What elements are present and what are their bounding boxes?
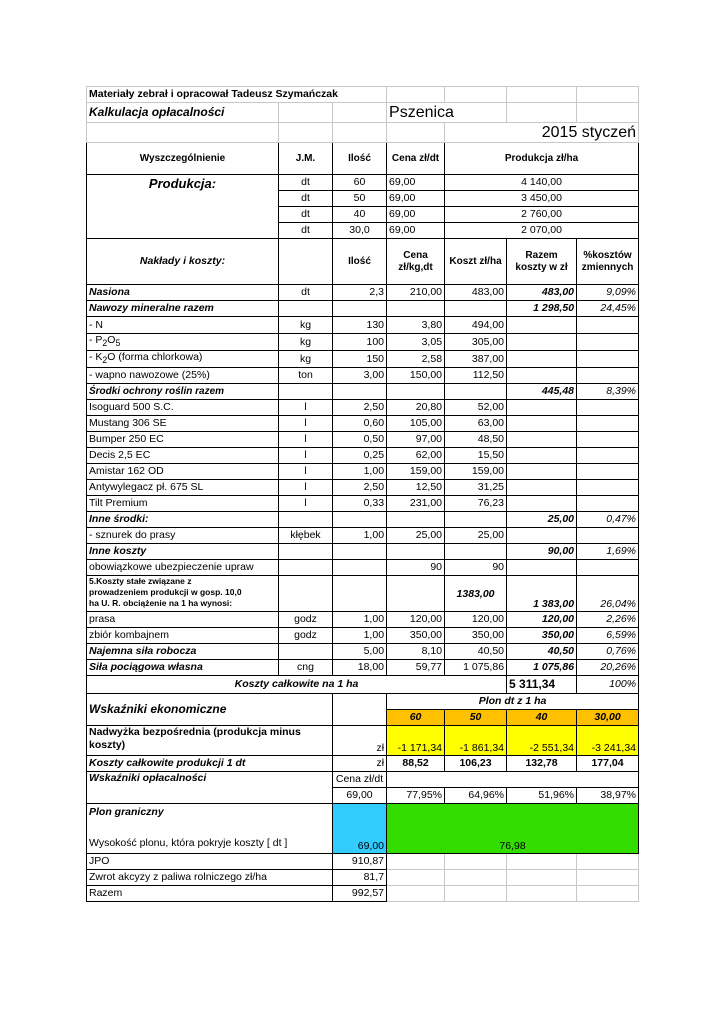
cost-row-name: Nawozy mineralne razem [87, 301, 279, 317]
cost-row-jm: kg [279, 351, 333, 368]
cost-row-cena: 105,00 [387, 416, 445, 432]
cost-row-ilosc: 5,00 [333, 644, 387, 660]
cost-row-koszt: 387,00 [445, 351, 507, 368]
cost-row-jm: l [279, 464, 333, 480]
cost-row-razem: 1 075,86 [507, 660, 577, 676]
cost-row-cena: 90 [387, 560, 445, 576]
cost-row-jm: godz [279, 612, 333, 628]
cost-row-cena: 350,00 [387, 628, 445, 644]
cost-row-ilosc: 18,00 [333, 660, 387, 676]
cost-row-koszt: 1 075,86 [445, 660, 507, 676]
cost-row-cena: 210,00 [387, 285, 445, 301]
break-even-label [87, 804, 333, 854]
cost-row-jm: l [279, 448, 333, 464]
col-header-jm: J.M. [279, 143, 333, 175]
cost-row-koszt: 31,25 [445, 480, 507, 496]
cost-row-name: - wapno nawozowe (25%) [87, 368, 279, 384]
cost-row-name-part: - P [89, 334, 103, 346]
cost-row-koszt: 494,00 [445, 317, 507, 334]
unit-cost-value: 177,04 [577, 756, 639, 772]
yield-30: 30,00 [577, 710, 639, 726]
cost-row-procent: 0,76% [577, 644, 639, 660]
cost-row-procent: 24,45% [577, 301, 639, 317]
production-cena: 69,00 [387, 191, 445, 207]
footer-label: Zwrot akcyzy z paliwa rolniczego zł/ha [87, 870, 333, 886]
cost-row-ilosc: 0,60 [333, 416, 387, 432]
price-value: 69,00 [333, 788, 387, 804]
total-costs-value: 5 311,34 [507, 676, 577, 694]
cost-row-jm: kg [279, 317, 333, 334]
cost-row-cena: 231,00 [387, 496, 445, 512]
production-value: 4 140,00 [445, 175, 639, 191]
break-even-title: Plon graniczny [89, 806, 164, 819]
production-ilosc: 50 [333, 191, 387, 207]
yield-60: 60 [387, 710, 445, 726]
cost-row-jm: l [279, 416, 333, 432]
cost-row-jm: cng [279, 660, 333, 676]
cost-row-razem: 1 383,00 [507, 576, 577, 612]
yield-header: Plon dt z 1 ha [387, 694, 639, 710]
cost-row-name [87, 351, 279, 368]
cost-row-name-part: O [107, 334, 116, 346]
unit-cost-jm: zł [333, 756, 387, 772]
cost-row-name: - sznurek do prasy [87, 528, 279, 544]
cost-row-jm: godz [279, 628, 333, 644]
cost-row-procent: 8,39% [577, 384, 639, 400]
gross-margin-line: koszty) [89, 739, 126, 752]
cost-row-procent: 0,47% [577, 512, 639, 528]
gross-margin-value: -1 171,34 [387, 726, 445, 756]
pesticide-name: Mustang 306 SE [87, 416, 279, 432]
cost-row-ilosc: 2,50 [333, 400, 387, 416]
pesticide-name: Decis 2,5 EC [87, 448, 279, 464]
production-value: 3 450,00 [445, 191, 639, 207]
cost-row-procent: 6,59% [577, 628, 639, 644]
pesticide-name: Amistar 162 OD [87, 464, 279, 480]
pesticide-name: Isoguard 500 S.C. [87, 400, 279, 416]
price-label: Cena zł/dt [333, 772, 387, 788]
cost-row-cena: 8,10 [387, 644, 445, 660]
cost-row-koszt: 52,00 [445, 400, 507, 416]
total-costs-percent: 100% [577, 676, 639, 694]
document-title: Kalkulacja opłacalności [87, 103, 279, 123]
gross-margin-jm: zł [333, 726, 387, 756]
cost-row-ilosc: 0,50 [333, 432, 387, 448]
cost-row-cena: 25,00 [387, 528, 445, 544]
production-ilosc: 60 [333, 175, 387, 191]
cost-row-name: obowiązkowe ubezpieczenie upraw [87, 560, 279, 576]
cost-row-razem: 40,50 [507, 644, 577, 660]
col-header-wyszczegolnienie: Wyszczególnienie [87, 143, 279, 175]
fixed-costs-line: prowadzeniem produkcji w gosp. 10,0 [89, 587, 242, 598]
cost-row-koszt: 25,00 [445, 528, 507, 544]
cost-row-procent: 26,04% [577, 576, 639, 612]
author-line: Materiały zebrał i opracował Tadeusz Szymańczak [87, 87, 387, 103]
cost-row-jm: l [279, 432, 333, 448]
pesticide-name: Antywylegacz pł. 675 SL [87, 480, 279, 496]
cost-row-ilosc: 1,00 [333, 528, 387, 544]
subscript: 5 [115, 338, 121, 349]
unit-cost-value: 132,78 [507, 756, 577, 772]
cost-row-jm: l [279, 480, 333, 496]
fixed-costs-line: ha U. R. obciążenie na 1 ha wynosi: [89, 598, 233, 609]
profitability-value: 38,97% [577, 788, 639, 804]
cost-row-jm: l [279, 496, 333, 512]
profitability-value: 51,96% [507, 788, 577, 804]
unit-cost-label: Koszty całkowite produkcji 1 dt [87, 756, 333, 772]
cost-row-koszt: 350,00 [445, 628, 507, 644]
production-jm: dt [279, 191, 333, 207]
cost-row-name: Nasiona [87, 285, 279, 301]
footer-value: 992,57 [333, 886, 387, 902]
cost-row-razem: 445,48 [507, 384, 577, 400]
unit-cost-value: 88,52 [387, 756, 445, 772]
cost-row-name-part: - K [89, 351, 103, 364]
cost-row-koszt: 15,50 [445, 448, 507, 464]
profitability-value: 77,95% [387, 788, 445, 804]
cost-row-ilosc: 150 [333, 351, 387, 368]
total-costs-label: Koszty całkowite na 1 ha [87, 676, 507, 694]
cost-row-koszt: 63,00 [445, 416, 507, 432]
cost-row-jm: kłębek [279, 528, 333, 544]
unit-cost-value: 106,23 [445, 756, 507, 772]
production-value: 2 070,00 [445, 223, 639, 239]
calculation-date: 2015 styczeń [445, 123, 639, 143]
cost-row-procent: 1,69% [577, 544, 639, 560]
cost-row-ilosc: 0,25 [333, 448, 387, 464]
cost-row-ilosc: 100 [333, 334, 387, 351]
gross-margin-label [87, 726, 333, 756]
cost-row-ilosc: 1,00 [333, 628, 387, 644]
cost-row-ilosc: 1,00 [333, 612, 387, 628]
cost-row-koszt: 112,50 [445, 368, 507, 384]
calculation-table [86, 86, 639, 902]
production-ilosc: 40 [333, 207, 387, 223]
pesticide-name: Tilt Premium [87, 496, 279, 512]
crop-name: Pszenica [387, 103, 507, 123]
cost-row-jm: ton [279, 368, 333, 384]
production-cena: 69,00 [387, 223, 445, 239]
costs-label: Nakłady i koszty: [87, 239, 279, 285]
profitability-label: Wskaźniki opłacalności [87, 772, 333, 804]
subscript: 2 [102, 355, 108, 366]
fixed-costs-label [87, 576, 279, 612]
cost-row-jm: l [279, 400, 333, 416]
cost-row-cena: 59,77 [387, 660, 445, 676]
cost-row-ilosc: 2,3 [333, 285, 387, 301]
cost-row-koszt: 159,00 [445, 464, 507, 480]
cost-row-cena: 12,50 [387, 480, 445, 496]
cost-row-procent: 9,09% [577, 285, 639, 301]
cost-row-ilosc: 1,00 [333, 464, 387, 480]
cost-row-razem: 25,00 [507, 512, 577, 528]
cost-row-razem: 350,00 [507, 628, 577, 644]
cost-row-ilosc: 0,33 [333, 496, 387, 512]
production-jm: dt [279, 223, 333, 239]
costs-header-procent: %kosztów zmiennych [577, 239, 639, 285]
cost-row-cena: 97,00 [387, 432, 445, 448]
cost-row-name: - N [87, 317, 279, 334]
cost-row-koszt: 120,00 [445, 612, 507, 628]
col-header-cena: Cena zł/dt [387, 143, 445, 175]
cost-row-name: Siła pociągowa własna [87, 660, 279, 676]
gross-margin-value: -2 551,34 [507, 726, 577, 756]
cost-row-koszt: 48,50 [445, 432, 507, 448]
cost-row-cena: 20,80 [387, 400, 445, 416]
cost-row-cena: 2,58 [387, 351, 445, 368]
cost-row-name: Inne koszty [87, 544, 279, 560]
spreadsheet [86, 86, 638, 902]
break-even-price: 69,00 [333, 804, 387, 854]
yield-40: 40 [507, 710, 577, 726]
footer-label: JPO [87, 854, 333, 870]
cost-row-cena: 3,05 [387, 334, 445, 351]
pesticide-name: Bumper 250 EC [87, 432, 279, 448]
cost-row-cena: 150,00 [387, 368, 445, 384]
production-label: Produkcja: [87, 175, 279, 239]
footer-value: 910,87 [333, 854, 387, 870]
footer-value: 81,7 [333, 870, 387, 886]
indicators-title: Wskaźniki ekonomiczne [87, 694, 333, 726]
production-cena: 69,00 [387, 175, 445, 191]
cost-row-cena: 120,00 [387, 612, 445, 628]
col-header-ilosc: Ilość [333, 143, 387, 175]
gross-margin-value: -3 241,34 [577, 726, 639, 756]
cost-row-name [87, 334, 279, 351]
production-cena: 69,00 [387, 207, 445, 223]
fixed-costs-koszt: 1383,00 [445, 576, 507, 612]
yield-50: 50 [445, 710, 507, 726]
col-header-produkcja: Produkcja zł/ha [445, 143, 639, 175]
footer-label: Razem [87, 886, 333, 902]
production-ilosc: 30,0 [333, 223, 387, 239]
costs-header-cena: Cena zł/kg,dt [387, 239, 445, 285]
cost-row-koszt: 90 [445, 560, 507, 576]
cost-row-procent: 20,26% [577, 660, 639, 676]
cost-row-razem: 120,00 [507, 612, 577, 628]
cost-row-razem: 90,00 [507, 544, 577, 560]
break-even-description: Wysokość plonu, która pokryje koszty [ dt ] [89, 837, 288, 850]
cost-row-name: prasa [87, 612, 279, 628]
cost-row-razem: 1 298,50 [507, 301, 577, 317]
break-even-yield: 76,98 [387, 804, 639, 854]
cost-row-ilosc: 2,50 [333, 480, 387, 496]
cost-row-koszt: 40,50 [445, 644, 507, 660]
production-jm: dt [279, 175, 333, 191]
fixed-costs-line: 5.Koszty stałe związane z [89, 576, 192, 587]
cost-row-name: Najemna siła robocza [87, 644, 279, 660]
cost-row-ilosc: 3,00 [333, 368, 387, 384]
cost-row-cena: 62,00 [387, 448, 445, 464]
cost-row-jm: dt [279, 285, 333, 301]
gross-margin-line: Nadwyżka bezpośrednia (produkcja minus [89, 726, 301, 739]
costs-header-koszt: Koszt zł/ha [445, 239, 507, 285]
cost-row-koszt: 76,23 [445, 496, 507, 512]
cost-row-koszt: 483,00 [445, 285, 507, 301]
cost-row-jm: kg [279, 334, 333, 351]
profitability-value: 64,96% [445, 788, 507, 804]
gross-margin-value: -1 861,34 [445, 726, 507, 756]
cost-row-name: Inne środki: [87, 512, 279, 528]
cost-row-koszt: 305,00 [445, 334, 507, 351]
production-jm: dt [279, 207, 333, 223]
cost-row-name: Środki ochrony roślin razem [87, 384, 279, 400]
costs-header-razem: Razem koszty w zł [507, 239, 577, 285]
cost-row-name-part: O (forma chlorkowa) [107, 351, 203, 364]
cost-row-ilosc: 130 [333, 317, 387, 334]
cost-row-razem: 483,00 [507, 285, 577, 301]
cost-row-name: zbiór kombajnem [87, 628, 279, 644]
subscript: 2 [102, 338, 108, 349]
cost-row-procent: 2,26% [577, 612, 639, 628]
cost-row-cena: 3,80 [387, 317, 445, 334]
costs-header-ilosc: Ilość [333, 239, 387, 285]
production-value: 2 760,00 [445, 207, 639, 223]
cost-row-cena: 159,00 [387, 464, 445, 480]
